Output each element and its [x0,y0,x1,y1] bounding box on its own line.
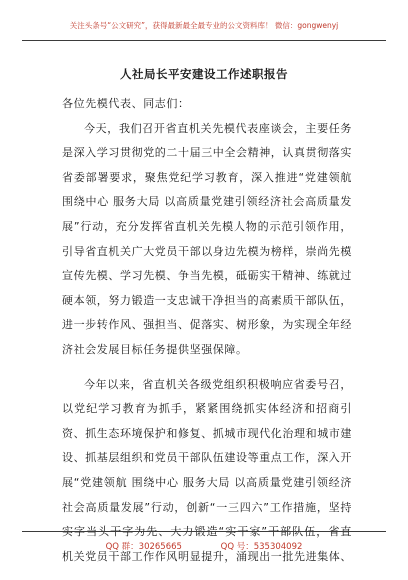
header-divider [22,40,386,41]
paragraph-2: 今年以来，省直机关各级党组织积极响应省委号召，以党纪学习教育为抓手，紧紧围绕抓实体经济和招商引资、抓生态环境保护和修复、抓城市现代化治理和城市建设、抓基层组织和党员干部队伍建设等重点工作，深入开展“党建领航 围绕中心 服务大局 以高质量党建引领经济社会高质量发展”行动，创新“一三四六”工作措施，坚持实字当头干字为先、大力锻造“实干家”干部队伍，省直机关党员干部工作作风明显提升，涌现出一批先进集体、 [62,377,352,563]
salutation: 各位先模代表、同志们： [62,97,190,110]
document-title: 人社局长平安建设工作述职报告 [120,67,288,81]
footer-qq-number: QQ 号：535304092 [220,542,303,552]
document-body [62,92,352,569]
paragraph-spacer [62,363,352,373]
footer-contacts [0,540,408,552]
footer-divider [22,531,386,532]
footer-qq-group: QQ 群：30265665 [105,542,182,552]
header-notice: 关注头条号“公文研究”，获得最新最全最专业的公文资料库！ 微信：gongwenyj [69,21,339,30]
paragraph-1: 今天，我们召开省直机关先模代表座谈会，主要任务是深入学习贯彻党的二十届三中全会精神，认真贯彻落实省委部署要求，聚焦党纪学习教育，深入推进“党建领航 围绕中心 服务大局 以高质量党建引领经济社会高质量发展”行动，充分发挥省直机关先模人物的示范引领作用，引导省直机关广大党员干部以身边先模为榜样，崇尚先模宣传先模、学习先模、争当先模，砥砺实干精神、练就过硬本领，努力锻造一支忠诚干净担当的高素质干部队伍，进一步转作风、强担当、促落实、树形象，为实现全年经济社会发展目标任务提供坚强保障。 [62,121,352,356]
